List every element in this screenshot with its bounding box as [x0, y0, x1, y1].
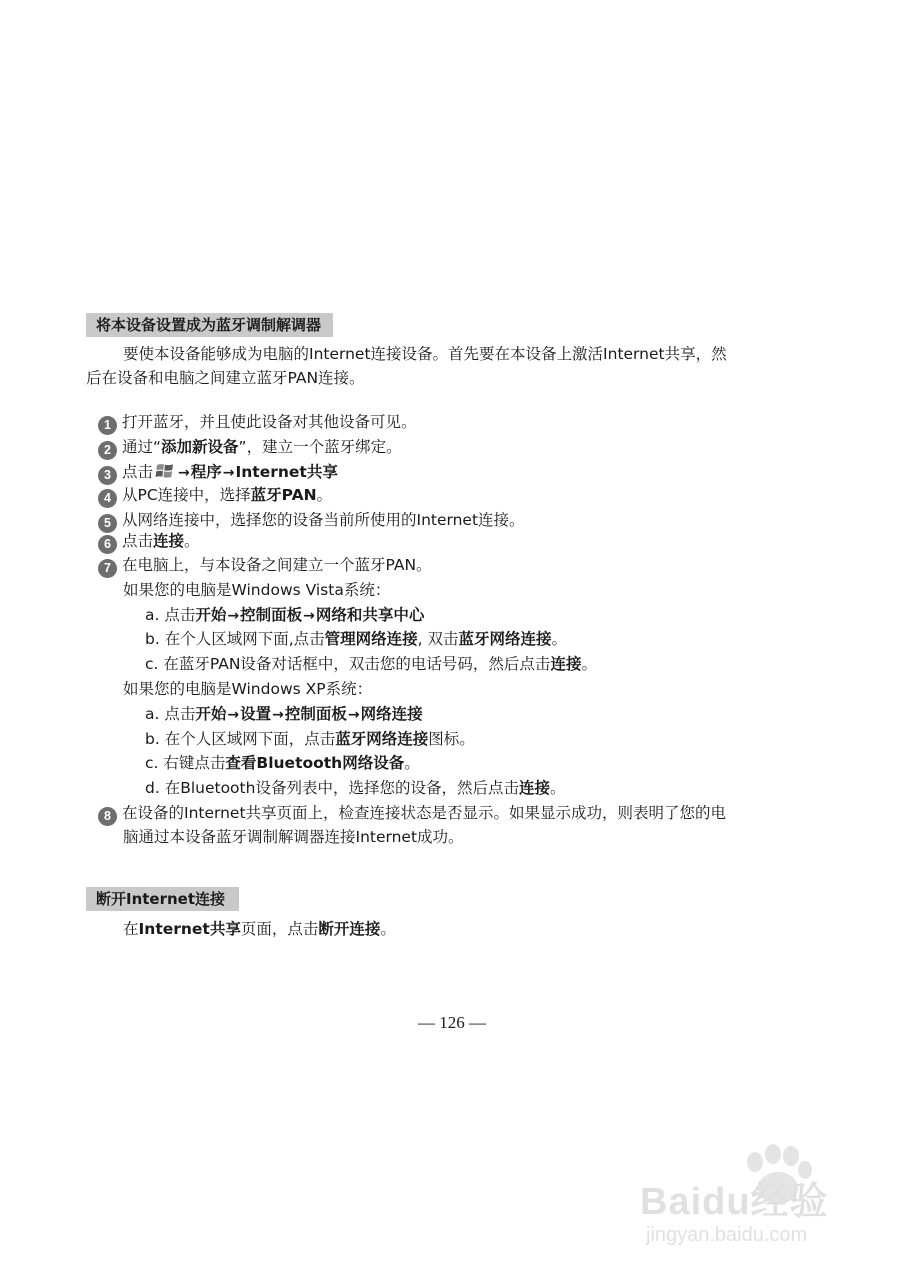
- arrow-icon: →: [347, 707, 360, 723]
- watermark-brand: Baidu经验: [640, 1181, 829, 1223]
- section-title-bluetooth-modem: 将本设备设置成为蓝牙调制解调器: [86, 313, 333, 337]
- xp-step-c: [145, 752, 420, 774]
- vista-step-b: [145, 628, 567, 650]
- step-bold-term: Internet共享: [235, 463, 338, 481]
- sub-text: a. 点击: [145, 705, 196, 723]
- arrow-icon: →: [272, 707, 284, 723]
- vista-step-c: [145, 653, 597, 675]
- sub-bold-term: 控制面板: [284, 705, 347, 723]
- step-bold-term: 程序: [190, 463, 222, 481]
- xp-step-d: [145, 777, 565, 799]
- step-6: [98, 530, 200, 554]
- step-number-badge: 4: [98, 489, 117, 508]
- windows-start-icon: [155, 462, 175, 480]
- para-text: 页面，点击: [240, 920, 319, 938]
- para-bold-term: Internet共享: [138, 920, 241, 938]
- xp-step-a: [145, 703, 423, 726]
- step-bold-term: 蓝牙PAN: [250, 486, 317, 504]
- page-number: — 126 —: [418, 1013, 486, 1032]
- watermark-url: jingyan.baidu.com: [646, 1224, 808, 1246]
- step-text: 点击: [122, 532, 154, 550]
- sub-text: b. 在个人区域网下面,点击: [145, 630, 325, 648]
- step-3: [98, 461, 338, 485]
- baidu-watermark: [640, 1140, 880, 1260]
- arrow-icon: →: [222, 465, 235, 481]
- step-number-badge: 8: [98, 807, 117, 826]
- step-text: 在设备的Internet共享页面上，检查连接状态是否显示。如果显示成功，则表明了您的电: [122, 804, 727, 822]
- sub-text: a. 点击: [145, 606, 196, 624]
- sub-bold-term: 查看Bluetooth网络设备: [225, 754, 405, 772]
- step-7: [98, 554, 432, 578]
- step-text: ”，建立一个蓝牙绑定。: [238, 438, 402, 456]
- sub-bold-term: 连接: [518, 779, 550, 797]
- step-4: [98, 484, 332, 508]
- sub-text: 图标。: [428, 730, 475, 748]
- sub-bold-term: 网络连接: [360, 705, 423, 723]
- step-text: 在电脑上，与本设备之间建立一个蓝牙PAN。: [122, 556, 432, 574]
- step-number-badge: 3: [98, 466, 117, 485]
- sub-bold-term: 控制面板: [240, 606, 303, 624]
- step-number-badge: 6: [98, 535, 117, 554]
- step-text: 从PC连接中，选择: [122, 486, 251, 504]
- step-text: 从网络连接中，选择您的设备当前所使用的Internet连接。: [122, 511, 525, 529]
- xp-heading: 如果您的电脑是Windows XP系统：: [123, 680, 373, 698]
- vista-step-a: [145, 604, 424, 627]
- sub-bold-term: 连接: [550, 655, 582, 673]
- sub-text: b. 在个人区域网下面，点击: [145, 730, 336, 748]
- step-number-badge: 2: [98, 441, 117, 460]
- xp-step-b: [145, 728, 475, 750]
- sub-bold-term: 网络和共享中心: [315, 606, 425, 624]
- step-number-badge: 5: [98, 514, 117, 533]
- step-number-badge: 7: [98, 559, 117, 578]
- sub-bold-term: 开始: [195, 705, 227, 723]
- sub-bold-term: 开始: [195, 606, 227, 624]
- para-bold-term: 断开连接: [318, 920, 381, 938]
- step-number-badge: 1: [98, 416, 117, 435]
- vista-heading: 如果您的电脑是Windows Vista系统：: [123, 581, 391, 599]
- intro-line-2: 后在设备和电脑之间建立蓝牙PAN连接。: [86, 369, 365, 387]
- sub-bold-term: 蓝牙网络连接: [335, 730, 429, 748]
- step-1: [98, 411, 417, 435]
- arrow-icon: →: [303, 608, 315, 624]
- section-title-disconnect: 断开Internet连接: [86, 887, 239, 911]
- step-8-continuation: 脑通过本设备蓝牙调制解调器连接Internet成功。: [123, 828, 464, 846]
- sub-text: 。: [551, 630, 568, 648]
- sub-text: , 双击: [417, 630, 459, 648]
- step-text: 点击: [122, 463, 154, 481]
- sub-text: c. 在蓝牙PAN设备对话框中，双击您的电话号码，然后点击: [145, 655, 551, 673]
- sub-text: d. 在Bluetooth设备列表中，选择您的设备，然后点击: [145, 779, 519, 797]
- sub-bold-term: 蓝牙网络连接: [458, 630, 552, 648]
- step-2: [98, 436, 402, 460]
- step-bold-term: 添加新设备: [161, 438, 239, 456]
- step-text: 通过“: [122, 438, 162, 456]
- sub-text: c. 右键点击: [145, 754, 226, 772]
- sub-bold-term: 设置: [240, 705, 272, 723]
- step-8: [98, 802, 726, 826]
- arrow-icon: →: [178, 465, 190, 481]
- para-text: 在: [123, 920, 139, 938]
- arrow-icon: →: [227, 707, 240, 723]
- step-text: 打开蓝牙，并且使此设备对其他设备可见。: [122, 413, 417, 431]
- step-bold-term: 连接: [153, 532, 185, 550]
- sub-text: 。: [549, 779, 566, 797]
- step-text: 。: [184, 532, 200, 550]
- disconnect-instruction: [123, 917, 396, 941]
- sub-bold-term: 管理网络连接: [324, 630, 418, 648]
- sub-text: 。: [581, 655, 597, 673]
- arrow-icon: →: [227, 608, 240, 624]
- step-text: 。: [316, 486, 333, 504]
- intro-line-1: 要使本设备能够成为电脑的Internet连接设备。首先要在本设备上激活Internet共享，然: [123, 345, 727, 363]
- sub-text: 。: [404, 754, 420, 772]
- para-text: 。: [380, 920, 396, 938]
